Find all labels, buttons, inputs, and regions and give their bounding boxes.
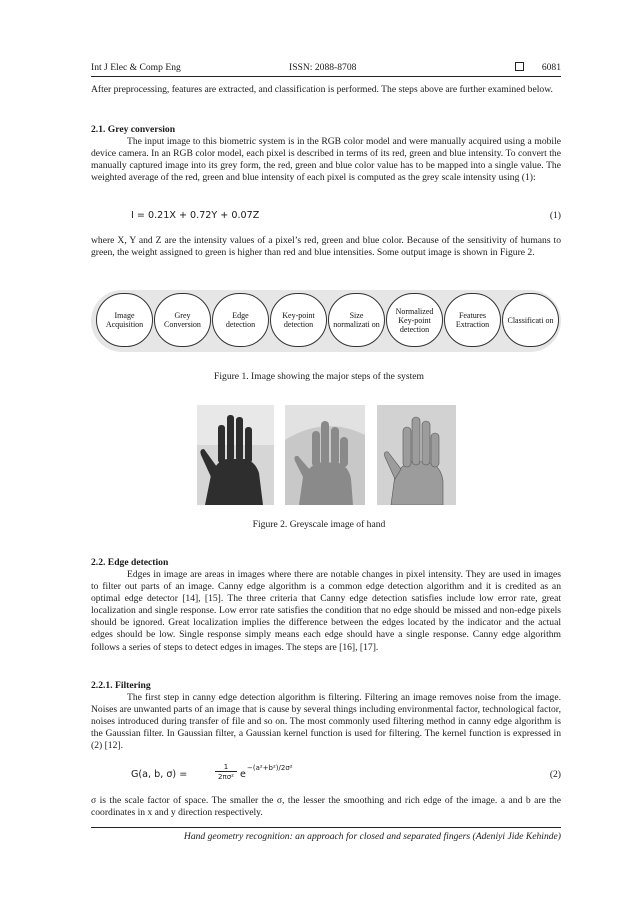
section-heading: 2.1. Grey conversion	[91, 124, 176, 135]
exponential-base: e	[240, 769, 246, 780]
flow-step: Key-point detection	[270, 293, 327, 347]
page-number: 6081	[541, 62, 561, 73]
equation-number: (1)	[549, 210, 561, 221]
flow-step: Features Extraction	[444, 293, 501, 347]
equation-number: (2)	[549, 769, 561, 780]
intro-paragraph: After preprocessing, features are extracted, and classification is performed. The steps above are further examined below.	[91, 84, 553, 95]
paragraph: where X, Y and Z are the intensity values of a pixel’s red, green and blue color. Because of the sensitivity of humans to green, the weight assigned to green is higher than red and blue intensities. Some output image is shown in Figure 2.	[91, 235, 561, 259]
subsection-heading: 2.2.1. Filtering	[91, 680, 151, 691]
paragraph: The first step in canny edge detection algorithm is filtering. Filtering an image removes noise from the image. Noises are unwanted parts of an image that is cause by several things including environmental factor, technological factor, noises introduced during transfer of file and so on. The most commonly used filtering method in canny edge algorithm is the Gaussian filter. In Gaussian filter, a Gaussian kernel function is used for filtering. The kernel function is expressed in (2) [12].	[91, 692, 561, 752]
flow-step: Image Acquisition	[96, 293, 153, 347]
header-rule	[91, 76, 561, 77]
flow-step: Classificati on	[502, 293, 559, 347]
checkbox-icon	[515, 62, 524, 71]
equation-lhs: G(a, b, σ) =	[131, 769, 188, 780]
journal-name: Int J Elec & Comp Eng	[91, 62, 181, 73]
running-footer: Hand geometry recognition: an approach for closed and separated fingers (Adeniyi Jide Kehinde)	[183, 831, 561, 842]
paragraph: The input image to this biometric system is in the RGB color model and were manually acquired using a mobile device camera. In an RGB color model, each pixel is described in terms of its red, green and blue intensity. To convert the manually captured image into its grey form, the red, green and blue color value has to be mapped into a single value. The weighted average of the red, green and blue intensity of each pixel is computed as the grey scale intensity using (1):	[91, 136, 561, 184]
flow-step: Normalized Key-point detection	[386, 293, 443, 347]
figure-caption: Figure 1. Image showing the major steps of the system	[214, 371, 424, 382]
flow-step: Edge detection	[212, 293, 269, 347]
hand-image	[197, 405, 274, 505]
equation-1: I = 0.21X + 0.72Y + 0.07Z	[131, 210, 260, 221]
exponent: −(a²+b²)/2σ²	[247, 764, 293, 772]
fraction-denominator: 2πσ²	[218, 773, 234, 781]
paragraph: σ is the scale factor of space. The smaller the σ, the lesser the smoothing and rich edge of the image. a and b are the coordinates in x and y direction respectively.	[91, 795, 561, 819]
process-flow-diagram	[91, 290, 561, 352]
flow-step: Size normalizati on	[328, 293, 385, 347]
hand-image	[285, 405, 365, 505]
fraction-numerator: 1	[215, 763, 237, 772]
flow-step: Grey Conversion	[154, 293, 211, 347]
footer-rule	[91, 827, 561, 828]
issn: ISSN: 2088-8708	[289, 62, 357, 73]
section-heading: 2.2. Edge detection	[91, 557, 169, 568]
paragraph: Edges in image are areas in images where there are notable changes in pixel intensity. They are used in images to filter out parts of an image. Canny edge algorithm is a common edge detection algorithm and it is credited as an optimal edge detector [14], [15]. The three criteria that Canny edge detection satisfies include low error rate, great localization and single response. Low error rate satisfies the condition that no edge should be missed and non-edge pixels should be ignored. Great localization implies the difference between the edges located by the indicator and the actual edges should be low. Single response simply means each edge should have a single response. Canny edge algorithm follows a series of steps to detect edges in images. The steps are [16], [17].	[91, 569, 561, 653]
hand-image	[377, 405, 456, 505]
figure-caption: Figure 2. Greyscale image of hand	[252, 519, 386, 530]
page-number-block	[515, 62, 561, 73]
